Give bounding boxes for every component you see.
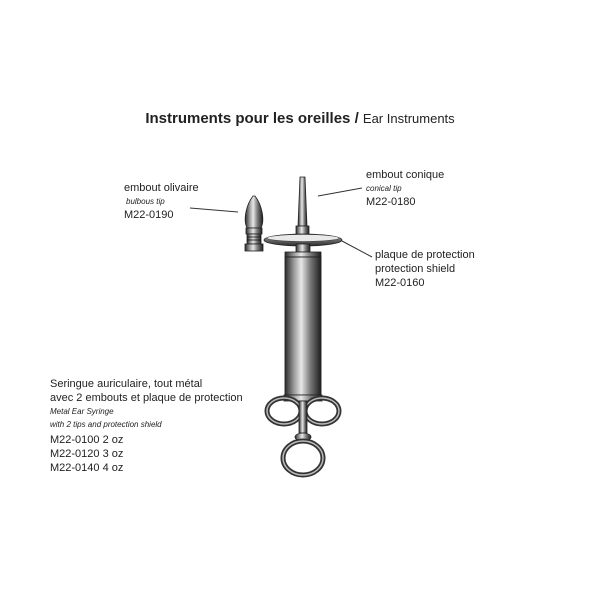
syringe-fr-line2: avec 2 embouts et plaque de protection [50,392,243,404]
conical-tip-en: conical tip [366,184,402,193]
conical-tip-fr: embout conique [366,169,445,181]
shield-leader [342,241,372,257]
syringe-barrel-drawing [284,252,322,401]
plunger-drawing [283,401,323,475]
bulbous-tip-code: M22-0190 [124,209,174,221]
syringe-variant-4oz: M22-0140 4 oz [50,462,124,474]
protection-shield-drawing [264,234,342,252]
bulbous-tip-label [124,181,199,222]
syringe-variant-2oz: M22-0100 2 oz [50,434,124,446]
syringe-en-line1: Metal Ear Syringe [50,407,114,416]
syringe-en-line2: with 2 tips and protection shield [50,420,162,429]
conical-tip-label [366,168,444,209]
bulbous-tip-fr: embout olivaire [124,182,199,194]
conical-tip-drawing [296,177,309,235]
title-en: Ear Instruments [362,111,455,126]
shield-label [375,248,475,290]
conical-tip-leader [318,188,362,196]
syringe-description [50,377,243,475]
shield-fr: plaque de protection [375,249,475,261]
bulbous-tip-drawing [245,196,263,251]
syringe-fr-line1: Seringue auriculaire, tout métal [50,378,203,390]
title-fr: Instruments pour les oreilles [145,110,351,127]
shield-code: M22-0160 [375,277,425,289]
bulbous-tip-en: bulbous tip [126,197,165,206]
conical-tip-code: M22-0180 [366,196,416,208]
shield-en: protection shield [375,263,456,275]
title-separator: / [354,110,359,127]
syringe-variant-3oz: M22-0120 3 oz [50,448,124,460]
